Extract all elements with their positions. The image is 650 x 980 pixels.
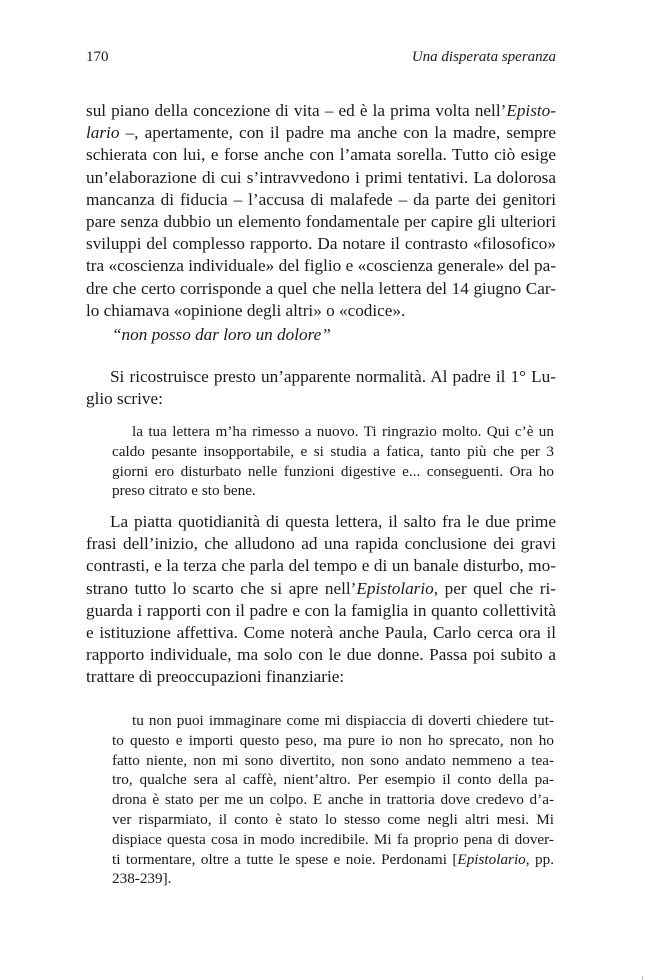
page-number: 170 bbox=[86, 49, 109, 65]
text-line: drona è stato per me un colpo. E anche in trattoria dove credevo d’a- bbox=[112, 791, 554, 809]
text-line: un’elaborazione di cui s’intravvedono i primi tentativi. La dolorosa bbox=[86, 167, 556, 187]
text-line: preso citrato e sto bene. bbox=[112, 482, 256, 500]
block-quote-2 bbox=[112, 711, 554, 889]
text-line: dre che certo corrisponde a quel che nella lettera del 14 giugno Car- bbox=[86, 278, 556, 298]
text-line: sviluppi del complesso rapporto. Da notare il contrasto «filosofico» bbox=[86, 234, 556, 254]
text-line: ti tormentare, oltre a tutte le spese e noie. Perdonami [Epistolario, pp. bbox=[112, 850, 555, 868]
text-line: schierata con lui, e forse anche con l’amata sorella. Tutto ciò esige bbox=[86, 145, 556, 165]
text-line: ver risparmiato, il conto è stato lo stesso come negli altri mesi. Mi bbox=[112, 810, 554, 828]
text-line: e istituzione affettiva. Come noterà anche Paula, Carlo cerca ora il bbox=[86, 623, 556, 643]
block-quote-1 bbox=[112, 422, 554, 501]
text-line: La piatta quotidianità di questa lettera, il salto fra le due prime bbox=[110, 512, 556, 531]
text-line: contrasti, e la terza che parla del tempo e di un banale disturbo, mo- bbox=[86, 556, 556, 576]
text-line: caldo pesante insopportabile, e si studia a fatica, tanto più che per 3 bbox=[112, 442, 554, 460]
text-line: guarda i rapporti con il padre e con la famiglia in quanto collettività bbox=[86, 600, 556, 620]
text-line: mancanza di fiducia – l’accusa di malafede – da parte dei genitori bbox=[86, 189, 556, 209]
text-line: tra «coscienza individuale» del figlio e «coscienza generale» del pa- bbox=[86, 256, 556, 276]
text-line: la tua lettera m’ha rimesso a nuovo. Ti ringrazio molto. Qui c’è un bbox=[132, 423, 554, 440]
text-line: to questo e importi questo peso, ma pure io non ho sprecato, non ho bbox=[112, 731, 554, 749]
text-line: giorni ero disturbato nelle funzioni digestive e... conseguenti. Ora ho bbox=[112, 462, 554, 480]
text-line: dispiace questa cosa in modo incredibile. Mi fa proprio pena di dover- bbox=[112, 830, 554, 848]
text-line: tu non puoi immaginare come mi dispiaccia di doverti chiedere tut- bbox=[132, 712, 554, 729]
running-head bbox=[86, 47, 556, 67]
text-line: frasi dell’inizio, che alludono ad una rapida conclusione dei gravi bbox=[86, 534, 556, 554]
text-line: tro, qualche sera al caffè, nient’altro. Per esempio il conto della pa- bbox=[112, 771, 554, 789]
text-line: Si ricostruisce presto un’apparente normalità. Al padre il 1° Lu- bbox=[110, 367, 556, 386]
section-heading: “non posso dar loro un dolore” bbox=[112, 325, 331, 344]
text-line: trattare di preoccupazioni finanziarie: bbox=[86, 667, 345, 687]
scan-artifact bbox=[642, 976, 643, 980]
text-line: lo chiamava «opinione degli altri» o «codice». bbox=[86, 300, 406, 320]
paragraph-2 bbox=[86, 366, 556, 410]
text-line: 238-239]. bbox=[112, 870, 172, 888]
running-title: Una disperata speranza bbox=[411, 49, 556, 65]
text-line: glio scrive: bbox=[86, 389, 163, 409]
text-line: fatto niente, non mi sono divertito, non sono andato nemmeno a tea- bbox=[112, 751, 554, 769]
text-line: pare senza dubbio un elemento fondamentale per capire gli ulteriori bbox=[86, 212, 556, 232]
text-line: rapporto individuale, ma solo con le due donne. Passa poi subito a bbox=[86, 645, 556, 665]
paragraph-3 bbox=[86, 511, 556, 689]
text-line: strano tutto lo scarto che si apre nell’Epistolario, per quel che ri- bbox=[86, 578, 556, 598]
text-line: lario –, apertamente, con il padre ma anche con la madre, sempre bbox=[86, 123, 556, 143]
text-line: sul piano della concezione di vita – ed è la prima volta nell’Episto- bbox=[86, 101, 556, 120]
paragraph-1 bbox=[86, 100, 556, 322]
